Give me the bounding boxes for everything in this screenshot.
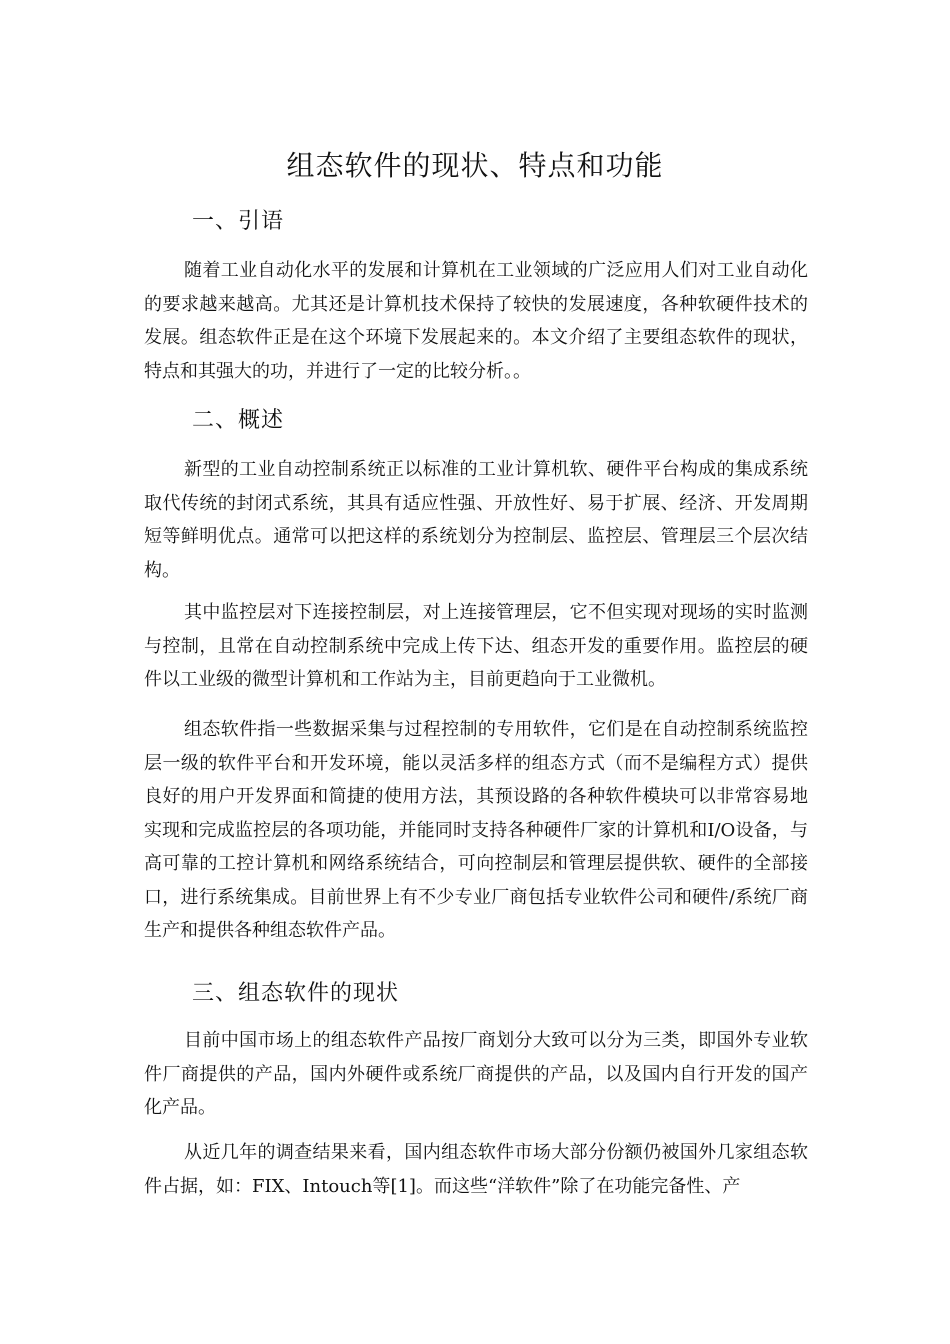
section-3-paragraph-2: 从近几年的调查结果来看，国内组态软件市场大部分份额仍被国外几家组态软件占据，如：FIX、Intouch等[1]。而这些“洋软件”除了在功能完备性、产 bbox=[144, 1142, 808, 1197]
document-title: 组态软件的现状、特点和功能 bbox=[286, 149, 664, 182]
section-2-paragraph-1: 新型的工业自动控制系统正以标准的工业计算机软、硬件平台构成的集成系统取代传统的封闭式系统，其具有适应性强、开放性好、易于扩展、经济、开发周期短等鲜明优点。通常可以把这样的系统划分为控制层、监控层、管理层三个层次结构。 bbox=[144, 459, 808, 581]
section-heading-3: 三、组态软件的现状 bbox=[192, 981, 400, 1006]
section-3-paragraph-1: 目前中国市场上的组态软件产品按厂商划分大致可以分为三类，即国外专业软件厂商提供的产品，国内外硬件或系统厂商提供的产品，以及国内自行开发的国产化产品。 bbox=[144, 1030, 808, 1118]
section-heading-2: 二、概述 bbox=[192, 408, 285, 433]
section-2-paragraph-2: 其中监控层对下连接控制层，对上连接管理层，它不但实现对现场的实时监测与控制，且常在自动控制系统中完成上传下达、组态开发的重要作用。监控层的硬件以工业级的微型计算机和工作站为主，目前更趋向于工业微机。 bbox=[144, 602, 808, 690]
section-2-paragraph-3: 组态软件指一些数据采集与过程控制的专用软件，它们是在自动控制系统监控层一级的软件平台和开发环境，能以灵活多样的组态方式（而不是编程方式）提供良好的用户开发界面和简捷的使用方法，其预设路的各种软件模块可以非常容易地实现和完成监控层的各项功能，并能同时支持各种硬件厂家的计算机和I/O设备，与高可靠的工控计算机和网络系统结合，可向控制层和管理层提供软、硬件的全部接口，进行系统集成。目前世界上有不少专业厂商包括专业软件公司和硬件/系统厂商生产和提供各种组态软件产品。 bbox=[144, 719, 808, 941]
section-heading-1: 一、引语 bbox=[192, 209, 285, 234]
section-1-paragraph-1: 随着工业自动化水平的发展和计算机在工业领域的广泛应用人们对工业自动化的要求越来越高。尤其还是计算机技术保持了较快的发展速度，各种软硬件技术的发展。组态软件正是在这个环境下发展起来的。本文介绍了主要组态软件的现状，特点和其强大的功，并进行了一定的比较分析。。 bbox=[144, 260, 808, 382]
